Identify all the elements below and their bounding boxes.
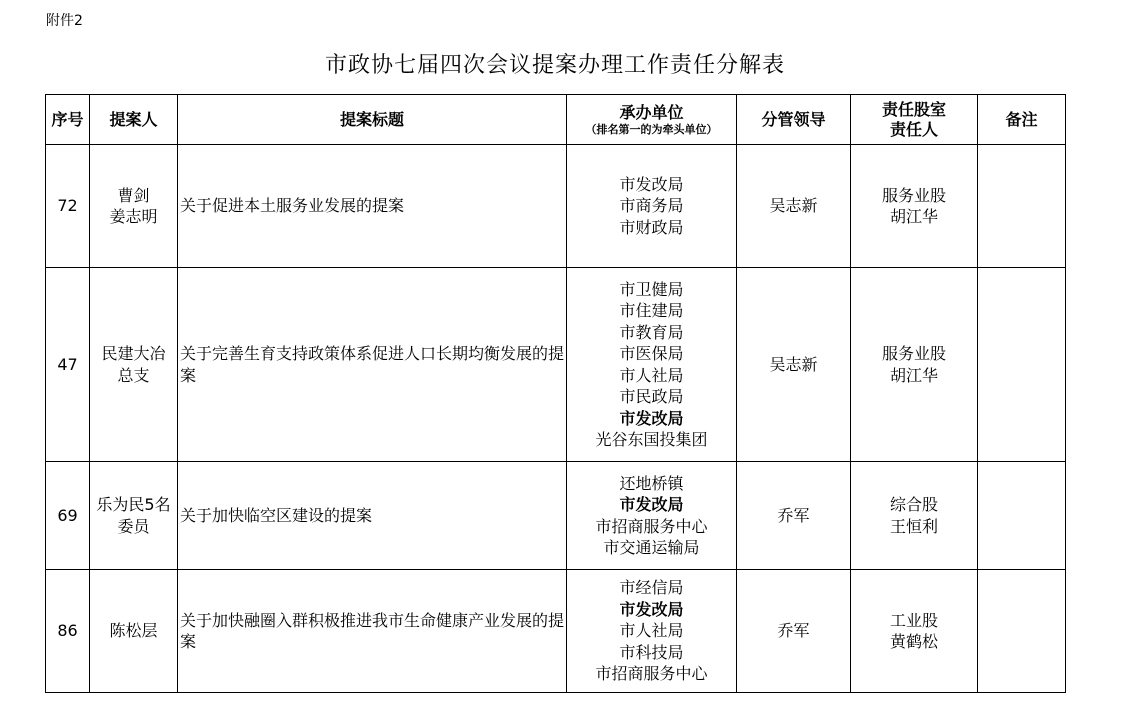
row-proposer <box>90 145 178 268</box>
proposer-line: 曹剑 <box>117 185 150 205</box>
table-row <box>46 462 1066 570</box>
row-units <box>567 268 737 462</box>
unit-item: 市商务局 <box>619 196 684 216</box>
header-remark: 备注 <box>978 95 1066 145</box>
unit-item: 还地桥镇 <box>619 473 684 493</box>
unit-item: 市招商服务中心 <box>595 664 708 684</box>
unit-item: 市卫健局 <box>619 279 684 299</box>
dept-name: 综合股 <box>889 495 938 514</box>
dept-name: 服务业股 <box>881 185 946 205</box>
row-num: 72 <box>46 145 90 268</box>
proposer-line: 总支 <box>117 365 150 385</box>
row-proposer <box>90 570 178 693</box>
document-title: 市政协七届四次会议提案办理工作责任分解表 <box>324 53 785 78</box>
header-proposal-title: 提案标题 <box>178 95 567 145</box>
dept-person: 黄鹤松 <box>889 632 938 651</box>
row-dept <box>851 145 978 268</box>
row-remark <box>978 145 1066 268</box>
row-proposer <box>90 268 178 462</box>
header-leader: 分管领导 <box>737 95 851 145</box>
row-leader: 乔军 <box>737 462 851 570</box>
row-remark <box>978 268 1066 462</box>
unit-item: 市住建局 <box>619 301 684 320</box>
header-units-label: 承办单位 <box>619 102 684 122</box>
lead-unit-item: 市发改局 <box>619 599 684 619</box>
row-title: 关于促进本土服务业发展的提案 <box>178 145 567 268</box>
unit-item: 市发改局 <box>619 174 684 194</box>
row-remark <box>978 570 1066 693</box>
proposal-table <box>45 94 1066 693</box>
unit-item: 市科技局 <box>619 642 684 662</box>
row-title: 关于加快融圈入群积极推进我市生命健康产业发展的提案 <box>178 570 567 693</box>
row-units <box>567 570 737 693</box>
unit-item: 市招商服务中心 <box>595 516 708 536</box>
row-leader: 吴志新 <box>737 268 851 462</box>
header-dept-line2: 责任人 <box>889 119 938 139</box>
table-row <box>46 570 1066 693</box>
unit-item: 市财政局 <box>619 217 684 237</box>
table-row <box>46 268 1066 462</box>
unit-item: 市教育局 <box>619 322 684 342</box>
dept-person: 胡江华 <box>889 365 938 385</box>
row-units <box>567 462 737 570</box>
header-dept <box>851 95 978 145</box>
proposer-line: 民建大冶 <box>101 344 166 363</box>
row-dept <box>851 268 978 462</box>
header-proposer: 提案人 <box>90 95 178 145</box>
row-remark <box>978 462 1066 570</box>
unit-item: 市经信局 <box>619 578 684 598</box>
table-row <box>46 145 1066 268</box>
row-units <box>567 145 737 268</box>
unit-item: 市交通运输局 <box>603 538 700 557</box>
unit-item: 市医保局 <box>619 344 684 363</box>
attachment-label: 附件2 <box>46 13 83 29</box>
header-units <box>567 95 737 145</box>
unit-item: 市人社局 <box>619 365 684 385</box>
unit-item: 市人社局 <box>619 621 684 641</box>
unit-item: 市民政局 <box>619 387 684 406</box>
row-leader: 乔军 <box>737 570 851 693</box>
row-num: 86 <box>46 570 90 693</box>
row-title: 关于完善生育支持政策体系促进人口长期均衡发展的提案 <box>178 268 567 462</box>
dept-name: 服务业股 <box>881 344 946 363</box>
header-row <box>46 95 1066 145</box>
proposer-line: 乐为民5名 <box>96 495 171 514</box>
unit-item: 光谷东国投集团 <box>595 430 708 449</box>
lead-unit-item: 市发改局 <box>619 495 684 514</box>
dept-person: 胡江华 <box>889 207 938 226</box>
header-dept-line1: 责任股室 <box>881 99 946 119</box>
header-num: 序号 <box>46 95 90 145</box>
row-num: 47 <box>46 268 90 462</box>
proposer-line: 陈松层 <box>109 621 158 641</box>
lead-unit-item: 市发改局 <box>619 408 684 428</box>
row-dept <box>851 462 978 570</box>
proposer-line: 姜志明 <box>109 207 158 226</box>
proposer-line: 委员 <box>117 516 150 536</box>
header-units-note: （排名第一的为牵头单位） <box>585 122 718 136</box>
row-title: 关于加快临空区建设的提案 <box>178 462 567 570</box>
row-num: 69 <box>46 462 90 570</box>
row-proposer <box>90 462 178 570</box>
row-dept <box>851 570 978 693</box>
dept-name: 工业股 <box>889 610 938 630</box>
row-leader: 吴志新 <box>737 145 851 268</box>
dept-person: 王恒利 <box>889 516 938 536</box>
